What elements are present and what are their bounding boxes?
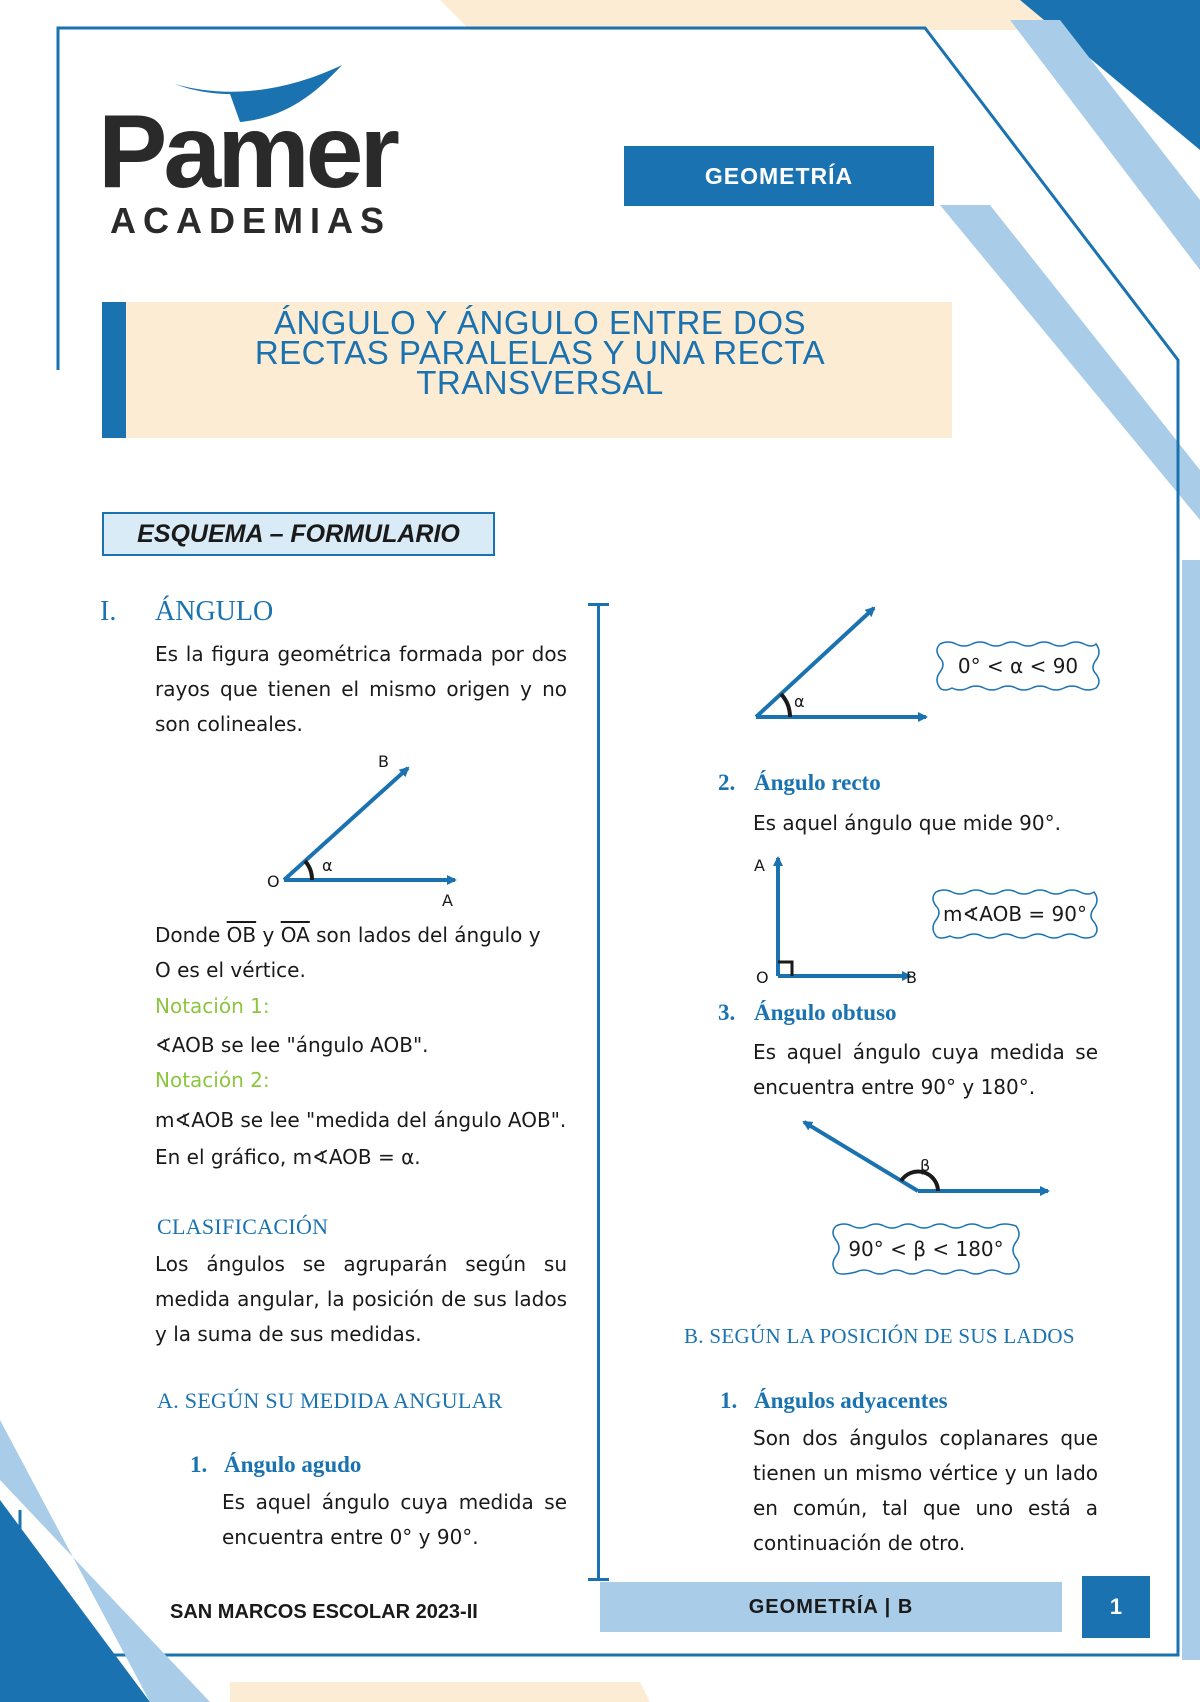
angle-definition: Es la figura geométrica formada por dos rayos que tienen el mismo origen y no son colineales. (155, 642, 567, 736)
title-accent-bar (102, 302, 126, 438)
sides-text-mid: y (256, 923, 281, 947)
acute-heading: Ángulo agudo (224, 1452, 362, 1477)
graph-measure-text: En el gráfico, m∢AOB = α. (155, 1145, 421, 1169)
section-a-heading: A. SEGÚN SU MEDIDA ANGULAR (157, 1388, 503, 1413)
ray-oa: $\overline{OA}$ (280, 923, 310, 947)
brand-logo-name: Pamer (98, 94, 396, 210)
column-divider-cap-bottom (588, 1578, 609, 1581)
column-divider (597, 604, 600, 1580)
brand-logo-subtitle: ACADEMIAS (110, 200, 392, 241)
sides-text-post: son lados del ángulo y (309, 923, 541, 947)
notation-2-label: Notación 2: (155, 1068, 270, 1092)
right-angle-definition: Es aquel ángulo que mide 90°. (753, 811, 1061, 835)
notation-2-text: m∢AOB se lee "medida del ángulo AOB". (155, 1108, 567, 1132)
figure-label-a: A (442, 891, 453, 910)
title-line-3: TRANSVERSAL (416, 364, 664, 401)
section-number: I. (100, 596, 117, 627)
acute-number: 1. (190, 1452, 208, 1477)
obtuse-range-formula: 90° < β < 180° (848, 1237, 1004, 1261)
ray-ob: $\overline{OB}$ (226, 923, 257, 947)
page-title (140, 304, 940, 401)
right-angle-number: 2. (718, 770, 736, 795)
classification-text: Los ángulos se agruparán según su medida angular, la posición de sus lados y la suma de sus medidas. (155, 1252, 567, 1346)
right-angle-formula: m∢AOB = 90° (943, 902, 1087, 926)
acute-definition: Es aquel ángulo cuya medida se encuentra entre 0° y 90°. (222, 1490, 567, 1549)
obtuse-beta-label: β (920, 1156, 931, 1175)
acute-alpha-label: α (794, 692, 805, 711)
obtuse-number: 3. (718, 1000, 736, 1025)
column-divider-cap-top (588, 603, 609, 606)
title-line-2: RECTAS PARALELAS Y UNA RECTA (254, 334, 826, 371)
acute-range-formula: 0° < α < 90 (957, 654, 1079, 678)
right-angle-heading: Ángulo recto (754, 770, 881, 795)
adjacent-number: 1. (720, 1388, 738, 1413)
footer-course-label: SAN MARCOS ESCOLAR 2023-II (170, 1600, 478, 1623)
right-label-b: B (906, 968, 917, 987)
figure-label-o: O (267, 872, 280, 891)
right-angle-figure (760, 848, 920, 988)
obtuse-definition: Es aquel ángulo cuya medida se encuentra entre 90° y 180°. (753, 1040, 1098, 1099)
notation-1-label: Notación 1: (155, 994, 270, 1018)
page-number: 1 (1082, 1576, 1150, 1638)
angle-aob-figure (260, 748, 480, 908)
right-label-a: A (754, 856, 765, 875)
footer-subject-label: GEOMETRÍA | B (600, 1582, 1062, 1632)
sides-text-pre: Donde (155, 923, 227, 947)
subject-tag: GEOMETRÍA (624, 146, 934, 206)
section-heading: ÁNGULO (155, 596, 274, 627)
title-line-1: ÁNGULO Y ÁNGULO ENTRE DOS (273, 304, 807, 341)
figure-label-alpha: α (322, 856, 333, 875)
adjacent-heading: Ángulos adyacentes (754, 1388, 948, 1413)
section-b-heading: B. SEGÚN LA POSICIÓN DE SUS LADOS (684, 1324, 1075, 1348)
notation-1-text: ∢AOB se lee "ángulo AOB". (155, 1033, 429, 1057)
obtuse-heading: Ángulo obtuso (754, 1000, 897, 1025)
classification-heading: CLASIFICACIÓN (157, 1214, 329, 1239)
figure-label-b: B (378, 752, 389, 771)
sides-text-line2: O es el vértice. (155, 958, 306, 982)
right-label-o: O (756, 968, 769, 987)
acute-angle-figure (748, 600, 934, 730)
scheme-label: ESQUEMA – FORMULARIO (102, 512, 495, 556)
sides-description (155, 918, 575, 988)
adjacent-definition: Son dos ángulos coplanares que tienen un mismo vértice y un lado en común, tal que uno está a continuación de otro. (753, 1426, 1098, 1555)
